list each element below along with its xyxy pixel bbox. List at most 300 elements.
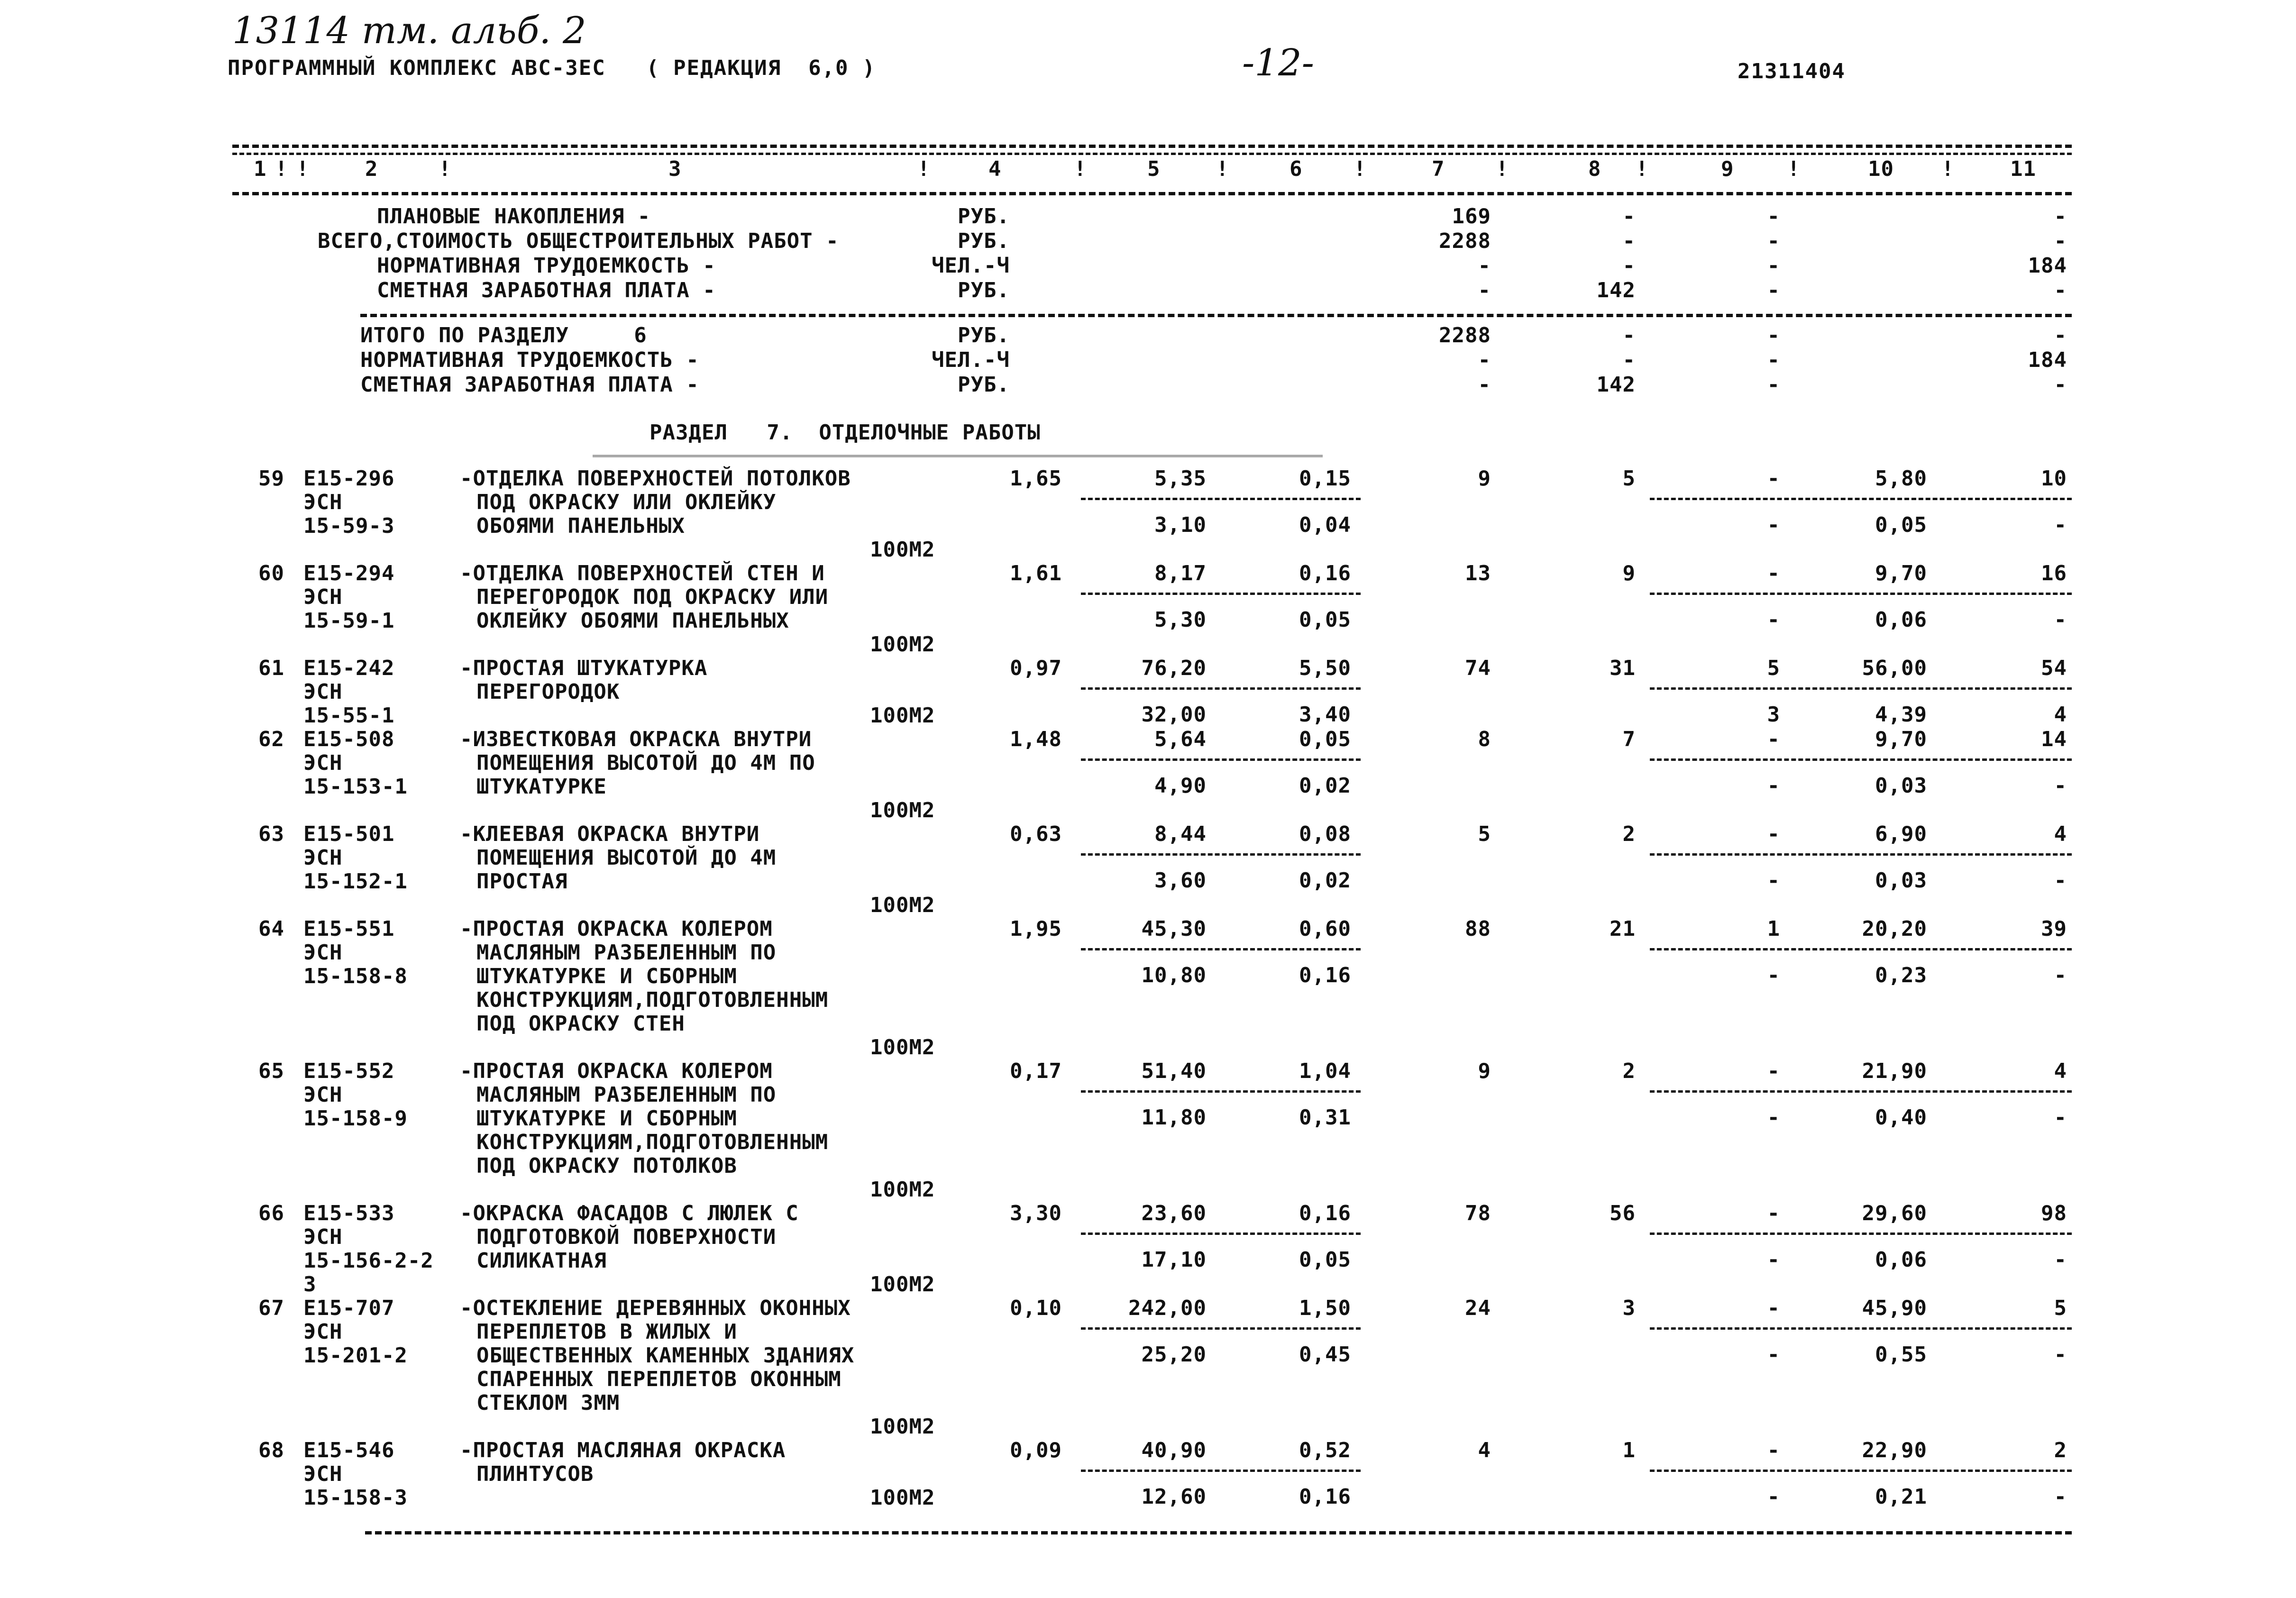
column-separator: !: [296, 157, 310, 181]
item-unit-cost: 40,90: [1141, 1438, 1207, 1462]
item-code-line: 15-158-8: [303, 964, 408, 988]
summary_rows-unit: РУБ.: [958, 278, 1010, 302]
item-unit-wage: 11,80: [1141, 1105, 1207, 1130]
column-separator: !: [1496, 157, 1509, 181]
item-description-line: ПЛИНТУСОВ: [476, 1462, 594, 1486]
item-machine-cost: 5,50: [1299, 656, 1351, 680]
summary_rows-c8: -: [1622, 254, 1636, 278]
item-unit-cost: 45,30: [1141, 917, 1207, 941]
item-quantity: 3,30: [1010, 1201, 1062, 1225]
item-unit: 100М2: [870, 1178, 935, 1202]
total_rows-c11: 184: [2028, 348, 2067, 372]
item-col10: 9,70: [1875, 561, 1927, 585]
item-code-line: Е15-707: [303, 1296, 395, 1320]
item-unit: 100М2: [870, 632, 935, 657]
item-description-line: ШТУКАТУРКЕ: [476, 775, 607, 799]
item-quantity: 0,09: [1010, 1438, 1062, 1462]
item-col11: 10: [2041, 466, 2067, 491]
item-col11-lower: -: [2054, 1342, 2067, 1367]
item-col9-lower: -: [1767, 774, 1780, 798]
summary_rows-c11: -: [2054, 229, 2067, 253]
item-description-line: ПОД ОКРАСКУ ПОТОЛКОВ: [476, 1154, 737, 1178]
total_rows-label: СМЕТНАЯ ЗАРАБОТНАЯ ПЛАТА -: [360, 373, 699, 397]
item-machine-cost: 0,05: [1299, 727, 1351, 751]
summary_rows-c7: 2288: [1439, 229, 1491, 253]
item-total-wage: 7: [1622, 727, 1636, 751]
item-description-line: -ПРОСТАЯ ОКРАСКА КОЛЕРОМ: [460, 917, 773, 941]
handwritten-album-note: 13114 тм. альб. 2: [232, 9, 586, 52]
item-machine-cost: 0,52: [1299, 1438, 1351, 1462]
item-description-line: КОНСТРУКЦИЯМ,ПОДГОТОВЛЕННЫМ: [476, 1130, 829, 1154]
summary_rows-c8: -: [1622, 204, 1636, 228]
item-total-cost: 8: [1478, 727, 1491, 751]
summary_rows-label: СМЕТНАЯ ЗАРАБОТНАЯ ПЛАТА -: [377, 278, 716, 302]
item-code-line: 15-59-3: [303, 514, 395, 538]
item-description-line: ПРОСТАЯ: [476, 869, 568, 894]
item-col9: 1: [1767, 917, 1780, 941]
item-subrule: [1081, 1233, 1361, 1235]
item-col9-lower: -: [1767, 1485, 1780, 1509]
item-description-line: -ПРОСТАЯ ШТУКАТУРКА: [460, 656, 708, 680]
summary_rows-c11: -: [2054, 278, 2067, 302]
item-description-line: ПОМЕЩЕНИЯ ВЫСОТОЙ ДО 4М ПО: [476, 751, 815, 775]
column-separator: !: [1636, 157, 1649, 181]
item-subrule-right: [1650, 1327, 2072, 1330]
item-unit: 100М2: [870, 1272, 935, 1297]
item-description-line: МАСЛЯНЫМ РАЗБЕЛЕННЫМ ПО: [476, 941, 777, 965]
item-col9: -: [1767, 727, 1780, 751]
item-unit-wage: 10,80: [1141, 963, 1207, 987]
item-unit: 100М2: [870, 538, 935, 562]
total_rows-c7: -: [1478, 373, 1491, 397]
summary_rows-c11: -: [2054, 204, 2067, 228]
summary_rows-c9: -: [1767, 254, 1780, 278]
item-description-line: СИЛИКАТНАЯ: [476, 1249, 607, 1273]
total_rows-c9: -: [1767, 373, 1780, 397]
item-code-line: ЭСН: [303, 680, 343, 704]
item-total-cost: 9: [1478, 466, 1491, 491]
section-title: РАЗДЕЛ 7. ОТДЕЛОЧНЫЕ РАБОТЫ: [649, 420, 1041, 445]
total_rows-c8: 142: [1596, 373, 1636, 397]
item-description-line: -ОТДЕЛКА ПОВЕРХНОСТЕЙ СТЕН И: [460, 561, 825, 585]
summary_rows-unit: РУБ.: [958, 229, 1010, 253]
column-separator: !: [1787, 157, 1801, 181]
item-col11-lower: -: [2054, 608, 2067, 632]
item-col11-lower: -: [2054, 513, 2067, 537]
item-description-line: СПАРЕННЫХ ПЕРЕПЛЕТОВ ОКОННЫМ: [476, 1367, 842, 1391]
item-col10-lower: 0,06: [1875, 608, 1927, 632]
item-col9: -: [1767, 561, 1780, 585]
item-unit-cost: 8,44: [1154, 822, 1207, 846]
item-total-cost: 88: [1465, 917, 1491, 941]
item-subrule: [1081, 1327, 1361, 1330]
item-subrule: [1081, 593, 1361, 595]
item-description-line: ПОМЕЩЕНИЯ ВЫСОТОЙ ДО 4М: [476, 846, 777, 870]
item-unit: 100М2: [870, 893, 935, 917]
summary_rows-c9: -: [1767, 229, 1780, 253]
item-total-wage: 2: [1622, 822, 1636, 846]
item-quantity: 1,48: [1010, 727, 1062, 751]
item-code-line: ЭСН: [303, 846, 343, 870]
item-number: 60: [258, 561, 284, 585]
header-bottom-rule: [232, 192, 2072, 195]
item-code-line: Е15-501: [303, 822, 395, 846]
item-total-wage: 21: [1610, 917, 1636, 941]
item-code-line: 3: [303, 1272, 317, 1297]
column-separator: !: [439, 157, 452, 181]
total_rows-unit: ЧЕЛ.-Ч: [932, 348, 1010, 372]
item-description-line: ШТУКАТУРКЕ И СБОРНЫМ: [476, 1106, 737, 1131]
item-machine-wage: 0,02: [1299, 774, 1351, 798]
item-col9: 5: [1767, 656, 1780, 680]
item-machine-wage: 0,04: [1299, 513, 1351, 537]
total_rows-c9: -: [1767, 348, 1780, 372]
item-machine-wage: 3,40: [1299, 703, 1351, 727]
item-unit-cost: 76,20: [1141, 656, 1207, 680]
item-machine-wage: 0,45: [1299, 1342, 1351, 1367]
item-unit-wage: 5,30: [1154, 608, 1207, 632]
item-col11-lower: -: [2054, 1105, 2067, 1130]
item-col11-lower: -: [2054, 774, 2067, 798]
total_rows-label: ИТОГО ПО РАЗДЕЛУ 6: [360, 323, 647, 347]
item-col10: 9,70: [1875, 727, 1927, 751]
item-description-line: СТЕКЛОМ 3ММ: [476, 1391, 620, 1415]
summary_rows-label: НОРМАТИВНАЯ ТРУДОЕМКОСТЬ -: [377, 254, 716, 278]
item-code-line: 15-158-9: [303, 1106, 408, 1131]
total_rows-c11: -: [2054, 323, 2067, 347]
item-total-wage: 3: [1622, 1296, 1636, 1320]
item-unit-wage: 3,60: [1154, 868, 1207, 893]
column-separator: !: [1354, 157, 1367, 181]
item-number: 61: [258, 656, 284, 680]
item-code-line: 15-201-2: [303, 1343, 408, 1368]
item-number: 59: [258, 466, 284, 491]
item-col9-lower: -: [1767, 513, 1780, 537]
item-code-line: Е15-546: [303, 1438, 395, 1462]
item-subrule-right: [1650, 687, 2072, 690]
item-total-wage: 2: [1622, 1059, 1636, 1083]
item-subrule-right: [1650, 1470, 2072, 1472]
item-description-line: ПОД ОКРАСКУ СТЕН: [476, 1012, 685, 1036]
item-quantity: 0,10: [1010, 1296, 1062, 1320]
item-number: 68: [258, 1438, 284, 1462]
item-col9: -: [1767, 1438, 1780, 1462]
item-machine-cost: 0,15: [1299, 466, 1351, 491]
item-code-line: Е15-552: [303, 1059, 395, 1083]
page-number: -12-: [1242, 42, 1314, 84]
column-separator: !: [1941, 157, 1955, 181]
column-header-6: 6: [1290, 157, 1303, 181]
summary_rows-label: ВСЕГО,СТОИМОСТЬ ОБЩЕСТРОИТЕЛЬНЫХ РАБОТ -: [318, 229, 839, 253]
total_rows-unit: РУБ.: [958, 323, 1010, 347]
summary_rows-unit: ЧЕЛ.-Ч: [932, 254, 1010, 278]
item-col11-lower: -: [2054, 1485, 2067, 1509]
table-bottom-rule: [365, 1531, 2072, 1534]
item-description-line: ОКЛЕЙКУ ОБОЯМИ ПАНЕЛЬНЫХ: [476, 609, 789, 633]
item-machine-cost: 0,16: [1299, 1201, 1351, 1225]
item-code-line: 15-55-1: [303, 703, 395, 728]
item-unit: 100М2: [870, 1486, 935, 1510]
item-col10-lower: 4,39: [1875, 703, 1927, 727]
total_rows-label: НОРМАТИВНАЯ ТРУДОЕМКОСТЬ -: [360, 348, 699, 372]
item-number: 63: [258, 822, 284, 846]
item-description-line: -ПРОСТАЯ ОКРАСКА КОЛЕРОМ: [460, 1059, 773, 1083]
summary_rows-c8: -: [1622, 229, 1636, 253]
item-quantity: 1,65: [1010, 466, 1062, 491]
item-code-line: ЭСН: [303, 751, 343, 775]
item-description-line: -ОТДЕЛКА ПОВЕРХНОСТЕЙ ПОТОЛКОВ: [460, 466, 851, 491]
column-header-1: 1: [254, 157, 267, 181]
summary_rows-c7: 169: [1452, 204, 1491, 228]
item-code-line: 15-156-2-2: [303, 1249, 434, 1273]
total_rows-c8: -: [1622, 348, 1636, 372]
item-total-cost: 5: [1478, 822, 1491, 846]
item-description-line: ПЕРЕГОРОДОК ПОД ОКРАСКУ ИЛИ: [476, 585, 829, 609]
item-description-line: КОНСТРУКЦИЯМ,ПОДГОТОВЛЕННЫМ: [476, 988, 829, 1012]
item-subrule: [1081, 853, 1361, 856]
column-header-5: 5: [1147, 157, 1161, 181]
summary_rows-c8: 142: [1596, 278, 1636, 302]
item-unit-wage: 3,10: [1154, 513, 1207, 537]
item-col10: 29,60: [1862, 1201, 1927, 1225]
item-code-line: Е15-242: [303, 656, 395, 680]
item-description-line: ОБЩЕСТВЕННЫХ КАМЕННЫХ ЗДАНИЯХ: [476, 1343, 855, 1368]
summary-divider: [360, 314, 2072, 317]
summary_rows-c7: -: [1478, 278, 1491, 302]
item-machine-wage: 0,05: [1299, 1248, 1351, 1272]
item-machine-cost: 1,50: [1299, 1296, 1351, 1320]
item-code-line: ЭСН: [303, 941, 343, 965]
item-code-line: ЭСН: [303, 585, 343, 609]
item-machine-cost: 0,08: [1299, 822, 1351, 846]
item-code-line: 15-59-1: [303, 609, 395, 633]
item-description-line: -ПРОСТАЯ МАСЛЯНАЯ ОКРАСКА: [460, 1438, 786, 1462]
item-number: 65: [258, 1059, 284, 1083]
item-col11: 5: [2054, 1296, 2067, 1320]
item-col9-lower: -: [1767, 1105, 1780, 1130]
item-col11-lower: -: [2054, 868, 2067, 893]
item-code-line: Е15-533: [303, 1201, 395, 1225]
total_rows-c7: -: [1478, 348, 1491, 372]
header-top-rule: [232, 145, 2072, 148]
item-description-line: ПЕРЕПЛЕТОВ В ЖИЛЫХ И: [476, 1320, 737, 1344]
item-code-line: ЭСН: [303, 1462, 343, 1486]
item-code-line: Е15-296: [303, 466, 395, 491]
item-col10-lower: 0,23: [1875, 963, 1927, 987]
item-col9: -: [1767, 1059, 1780, 1083]
item-description-line: ПОД ОКРАСКУ ИЛИ ОКЛЕЙКУ: [476, 490, 777, 514]
item-quantity: 1,95: [1010, 917, 1062, 941]
item-unit-wage: 32,00: [1141, 703, 1207, 727]
item-unit-wage: 25,20: [1141, 1342, 1207, 1367]
item-code-line: ЭСН: [303, 1225, 343, 1249]
item-col10: 45,90: [1862, 1296, 1927, 1320]
item-quantity: 0,63: [1010, 822, 1062, 846]
item-unit-cost: 5,35: [1154, 466, 1207, 491]
item-quantity: 0,17: [1010, 1059, 1062, 1083]
item-col10: 22,90: [1862, 1438, 1927, 1462]
item-col9: -: [1767, 1201, 1780, 1225]
item-subrule: [1081, 1090, 1361, 1093]
item-total-cost: 24: [1465, 1296, 1491, 1320]
summary_rows-label: ПЛАНОВЫЕ НАКОПЛЕНИЯ -: [377, 204, 651, 228]
column-header-9: 9: [1721, 157, 1734, 181]
item-col11: 4: [2054, 1059, 2067, 1083]
item-subrule: [1081, 758, 1361, 761]
item-subrule-right: [1650, 853, 2072, 856]
item-unit-cost: 23,60: [1141, 1201, 1207, 1225]
item-total-cost: 4: [1478, 1438, 1491, 1462]
total_rows-c8: -: [1622, 323, 1636, 347]
item-col9-lower: -: [1767, 1342, 1780, 1367]
item-col11-lower: -: [2054, 1248, 2067, 1272]
item-col11: 54: [2041, 656, 2067, 680]
item-machine-wage: 0,05: [1299, 608, 1351, 632]
item-col10-lower: 0,03: [1875, 774, 1927, 798]
item-col9: -: [1767, 466, 1780, 491]
item-unit-wage: 4,90: [1154, 774, 1207, 798]
summary_rows-c7: -: [1478, 254, 1491, 278]
item-unit-wage: 17,10: [1141, 1248, 1207, 1272]
column-separator: !: [1074, 157, 1087, 181]
item-col10-lower: 0,06: [1875, 1248, 1927, 1272]
item-unit-cost: 51,40: [1141, 1059, 1207, 1083]
item-subrule-right: [1650, 593, 2072, 595]
item-total-cost: 9: [1478, 1059, 1491, 1083]
item-subrule-right: [1650, 948, 2072, 950]
summary_rows-c11: 184: [2028, 254, 2067, 278]
item-quantity: 0,97: [1010, 656, 1062, 680]
item-unit-wage: 12,60: [1141, 1485, 1207, 1509]
column-separator: !: [275, 157, 288, 181]
item-total-wage: 1: [1622, 1438, 1636, 1462]
program-title: ПРОГРАММНЫЙ КОМПЛЕКС АВС-3ЕС ( РЕДАКЦИЯ 6,0 ): [228, 56, 876, 80]
column-separator: !: [1216, 157, 1229, 181]
item-description-line: -ОКРАСКА ФАСАДОВ С ЛЮЛЕК С: [460, 1201, 799, 1225]
column-header-10: 10: [1868, 157, 1894, 181]
column-header-8: 8: [1588, 157, 1601, 181]
item-number: 62: [258, 727, 284, 751]
item-code-line: 15-153-1: [303, 775, 408, 799]
item-unit: 100М2: [870, 703, 935, 728]
item-machine-cost: 0,16: [1299, 561, 1351, 585]
item-unit-cost: 8,17: [1154, 561, 1207, 585]
item-col10: 5,80: [1875, 466, 1927, 491]
item-subrule: [1081, 687, 1361, 690]
item-col10: 20,20: [1862, 917, 1927, 941]
column-header-11: 11: [2010, 157, 2036, 181]
item-total-cost: 74: [1465, 656, 1491, 680]
item-code-line: Е15-508: [303, 727, 395, 751]
item-description-line: ПОДГОТОВКОЙ ПОВЕРХНОСТИ: [476, 1225, 777, 1249]
item-total-cost: 78: [1465, 1201, 1491, 1225]
item-code-line: ЭСН: [303, 490, 343, 514]
item-machine-wage: 0,31: [1299, 1105, 1351, 1130]
item-col10: 21,90: [1862, 1059, 1927, 1083]
item-subrule: [1081, 948, 1361, 950]
item-subrule-right: [1650, 1233, 2072, 1235]
summary_rows-c9: -: [1767, 204, 1780, 228]
item-total-wage: 9: [1622, 561, 1636, 585]
item-col9: -: [1767, 822, 1780, 846]
column-header-4: 4: [988, 157, 1002, 181]
item-code-line: 15-152-1: [303, 869, 408, 894]
item-col10: 56,00: [1862, 656, 1927, 680]
item-machine-wage: 0,16: [1299, 963, 1351, 987]
item-col11: 4: [2054, 822, 2067, 846]
item-unit-cost: 242,00: [1128, 1296, 1207, 1320]
summary_rows-unit: РУБ.: [958, 204, 1010, 228]
item-total-wage: 5: [1622, 466, 1636, 491]
item-code-line: 15-158-3: [303, 1486, 408, 1510]
item-col9: -: [1767, 1296, 1780, 1320]
item-col11: 98: [2041, 1201, 2067, 1225]
item-col9-lower: -: [1767, 963, 1780, 987]
item-unit-cost: 5,64: [1154, 727, 1207, 751]
item-col11: 16: [2041, 561, 2067, 585]
summary_rows-c9: -: [1767, 278, 1780, 302]
item-code-line: Е15-294: [303, 561, 395, 585]
item-number: 67: [258, 1296, 284, 1320]
item-machine-cost: 0,60: [1299, 917, 1351, 941]
item-col11-lower: 4: [2054, 703, 2067, 727]
total_rows-c11: -: [2054, 373, 2067, 397]
item-col10-lower: 0,40: [1875, 1105, 1927, 1130]
item-description-line: ПЕРЕГОРОДОК: [476, 680, 620, 704]
document-code: 21311404: [1738, 59, 1846, 83]
item-subrule-right: [1650, 1090, 2072, 1093]
item-col9-lower: 3: [1767, 703, 1780, 727]
item-subrule-right: [1650, 758, 2072, 761]
item-machine-cost: 1,04: [1299, 1059, 1351, 1083]
section-underline: [593, 455, 1323, 457]
item-description-line: ОБОЯМИ ПАНЕЛЬНЫХ: [476, 514, 685, 538]
item-col11-lower: -: [2054, 963, 2067, 987]
item-code-line: Е15-551: [303, 917, 395, 941]
item-total-wage: 31: [1610, 656, 1636, 680]
column-header-3: 3: [668, 157, 682, 181]
item-description-line: -ИЗВЕСТКОВАЯ ОКРАСКА ВНУТРИ: [460, 727, 812, 751]
item-code-line: ЭСН: [303, 1320, 343, 1344]
column-header-2: 2: [365, 157, 378, 181]
item-col11: 14: [2041, 727, 2067, 751]
item-machine-wage: 0,02: [1299, 868, 1351, 893]
item-unit: 100М2: [870, 798, 935, 822]
item-number: 64: [258, 917, 284, 941]
item-total-cost: 13: [1465, 561, 1491, 585]
item-description-line: -ОСТЕКЛЕНИЕ ДЕРЕВЯННЫХ ОКОННЫХ: [460, 1296, 851, 1320]
item-col9-lower: -: [1767, 868, 1780, 893]
item-col9-lower: -: [1767, 608, 1780, 632]
total_rows-c7: 2288: [1439, 323, 1491, 347]
column-separator: !: [917, 157, 931, 181]
total_rows-unit: РУБ.: [958, 373, 1010, 397]
item-unit: 100М2: [870, 1035, 935, 1059]
item-col10-lower: 0,03: [1875, 868, 1927, 893]
item-description-line: -КЛЕЕВАЯ ОКРАСКА ВНУТРИ: [460, 822, 760, 846]
header-top-rule-thin: [232, 153, 2072, 155]
column-header-7: 7: [1432, 157, 1445, 181]
item-col9-lower: -: [1767, 1248, 1780, 1272]
item-machine-wage: 0,16: [1299, 1485, 1351, 1509]
total_rows-c9: -: [1767, 323, 1780, 347]
item-col10-lower: 0,55: [1875, 1342, 1927, 1367]
item-code-line: ЭСН: [303, 1083, 343, 1107]
item-col11: 39: [2041, 917, 2067, 941]
item-description-line: ШТУКАТУРКЕ И СБОРНЫМ: [476, 964, 737, 988]
item-col10-lower: 0,21: [1875, 1485, 1927, 1509]
item-col10: 6,90: [1875, 822, 1927, 846]
